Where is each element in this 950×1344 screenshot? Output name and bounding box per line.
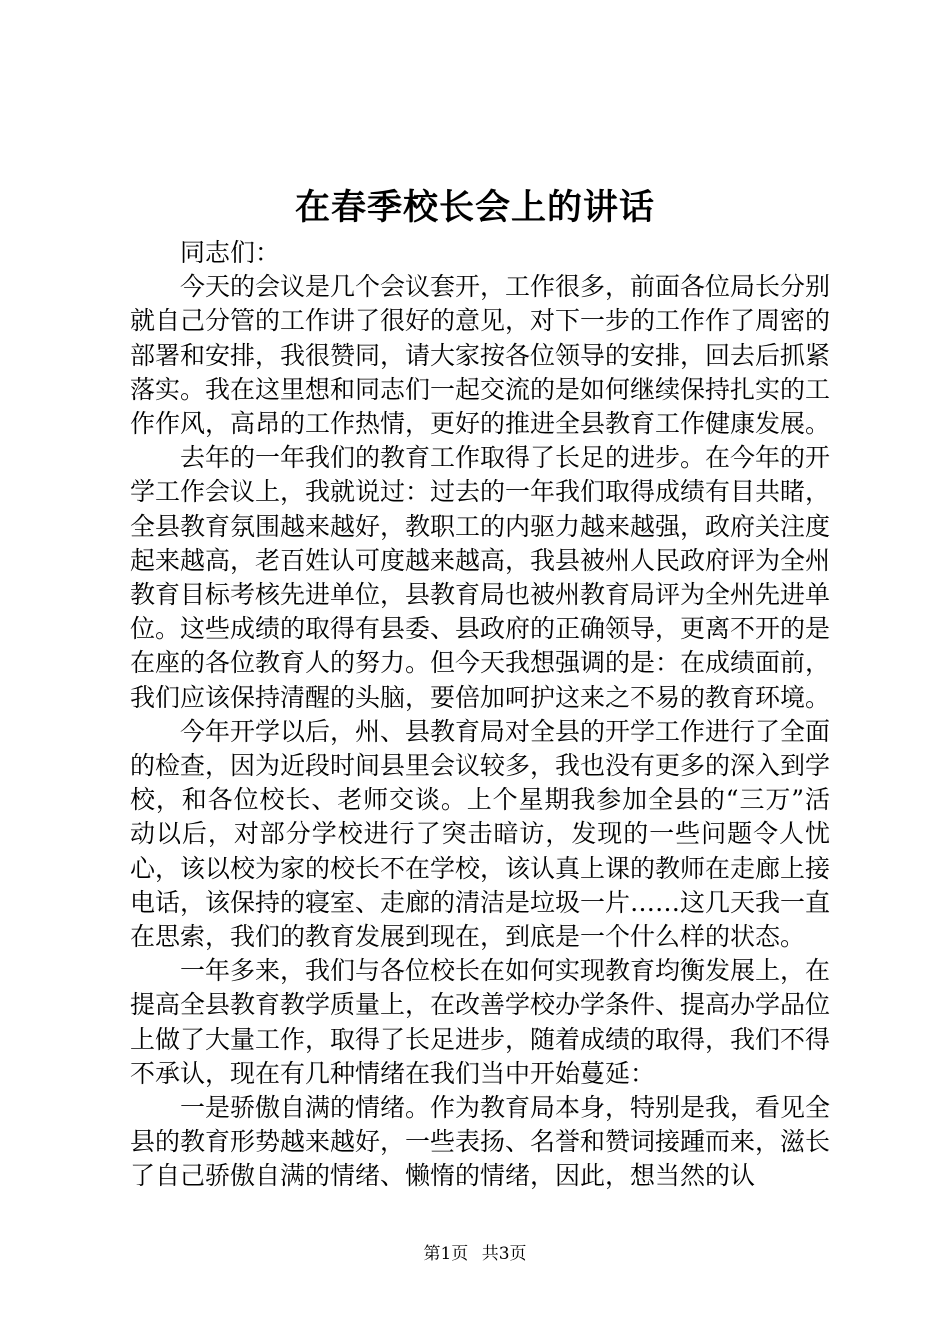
body-paragraph: 一是骄傲自满的情绪。作为教育局本身，特别是我，看见全县的教育形势越来越好，一些表扬、名誉和赞词接踵而来，滋长了自己骄傲自满的情绪、懒惰的情绪，因此，想当然的认 xyxy=(130,1093,831,1191)
document-title: 在春季校长会上的讲话 xyxy=(294,187,655,228)
page-number-current: 第1页 xyxy=(423,1244,469,1264)
page-footer xyxy=(0,1243,950,1265)
body-paragraph: 去年的一年我们的教育工作取得了长足的进步。在今年的开学工作会议上，我就说过：过去的一年我们取得成绩有目共睹，全县教育氛围越来越好，教职工的内驱力越来越强，政府关注度起来越高，老百姓认可度越来越高，我县被州人民政府评为全州教育目标考核先进单位，县教育局也被州教育局评为全州先进单位。这些成绩的取得有县委、县政府的正确领导，更离不开的是在座的各位教育人的努力。但今天我想强调的是：在成绩面前，我们应该保持清醒的头脑，要倍加呵护这来之不易的教育环境。 xyxy=(130,443,831,712)
body-paragraph: 今年开学以后，州、县教育局对全县的开学工作进行了全面的检查，因为近段时间县里会议较多，我也没有更多的深入到学校，和各位校长、老师交谈。上个星期我参加全县的“三万”活动以后，对部分学校进行了突击暗访，发现的一些问题令人忧心，该以校为家的校长不在学校，该认真上课的教师在走廊上接电话，该保持的寝室、走廊的清洁是垃圾一片……这几天我一直在思索，我们的教育发展到现在，到底是一个什么样的状态。 xyxy=(130,716,831,952)
page-number-total: 共3页 xyxy=(481,1244,527,1264)
body-paragraph: 一年多来，我们与各位校长在如何实现教育均衡发展上，在提高全县教育教学质量上，在改善学校办学条件、提高办学品位上做了大量工作，取得了长足进步，随着成绩的取得，我们不得不承认，现在有几种情绪在我们当中开始蔓延： xyxy=(130,956,831,1088)
body-paragraph: 今天的会议是几个会议套开，工作很多，前面各位局长分别就自己分管的工作讲了很好的意见，对下一步的工作作了周密的部署和安排，我很赞同，请大家按各位领导的安排，回去后抓紧落实。我在这里想和同志们一起交流的是如何继续保持扎实的工作作风，高昂的工作热情，更好的推进全县教育工作健康发展。 xyxy=(130,272,831,439)
document-body xyxy=(130,236,830,1194)
salutation-paragraph: 同志们： xyxy=(180,238,281,267)
